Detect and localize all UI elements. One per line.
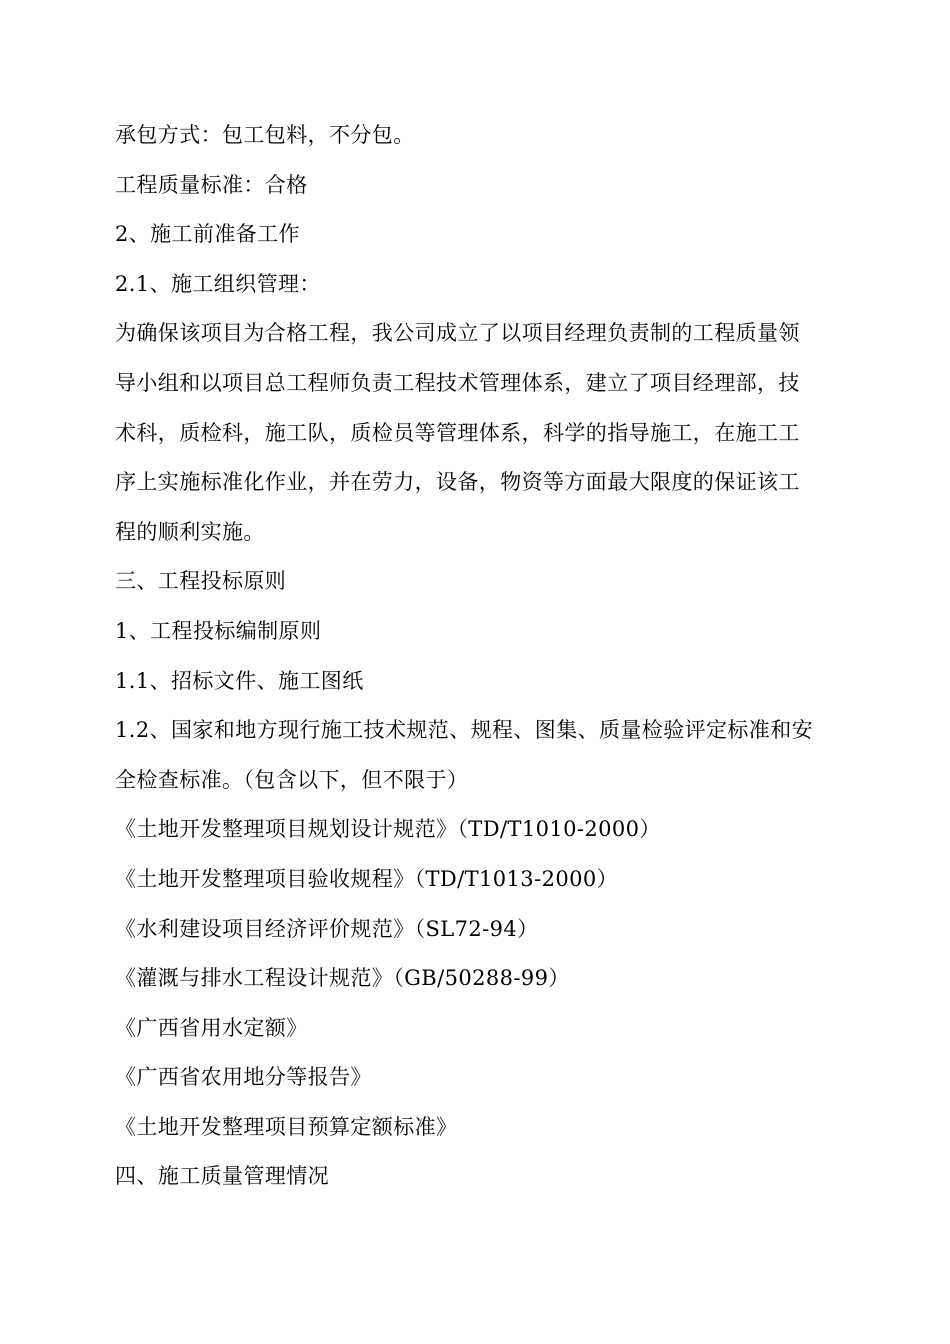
- paragraph-line: 程的顺利实施。: [115, 519, 265, 544]
- list-item-standards: 1.2、国家和地方现行施工技术规范、规程、图集、质量检验评定标准和安: [115, 718, 813, 743]
- standard-reference: 《广西省农用地分等报告》: [115, 1065, 372, 1090]
- chapter-heading-quality-management: 四、施工质量管理情况: [115, 1164, 329, 1189]
- document-body: [115, 111, 840, 1202]
- standard-reference: 《广西省用水定额》: [115, 1015, 308, 1040]
- standard-reference: 《土地开发整理项目规划设计规范》（TD/T1010-2000）: [115, 817, 661, 842]
- section-heading-preparation: 2、施工前准备工作: [115, 222, 300, 247]
- list-item-standards-continued: 全检查标准。（包含以下，但不限于）: [115, 767, 469, 792]
- subsection-heading-organization: 2.1、施工组织管理：: [115, 271, 321, 296]
- list-item-tender-documents: 1.1、招标文件、施工图纸: [115, 668, 364, 693]
- section-heading-compilation-principles: 1、工程投标编制原则: [115, 618, 322, 643]
- standard-reference: 《土地开发整理项目预算定额标准》: [115, 1114, 458, 1139]
- paragraph-line: 导小组和以项目总工程师负责工程技术管理体系，建立了项目经理部，技: [115, 370, 800, 395]
- paragraph-line: 术科，质检科，施工队，质检员等管理体系，科学的指导施工，在施工工: [115, 420, 800, 445]
- standard-reference: 《水利建设项目经济评价规范》（SL72-94）: [115, 916, 539, 941]
- chapter-heading-bidding-principles: 三、工程投标原则: [115, 569, 287, 594]
- quality-standard-line: 工程质量标准：合格: [115, 172, 308, 197]
- standard-reference: 《灌溉与排水工程设计规范》（GB/50288-99）: [115, 966, 570, 991]
- contract-method-line: 承包方式：包工包料，不分包。: [115, 123, 415, 147]
- standard-reference: 《土地开发整理项目验收规程》（TD/T1013-2000）: [115, 866, 619, 891]
- paragraph-line: 序上实施标准化作业，并在劳力，设备，物资等方面最大限度的保证该工: [115, 470, 800, 495]
- paragraph-line: 为确保该项目为合格工程，我公司成立了以项目经理负责制的工程质量领: [115, 321, 800, 346]
